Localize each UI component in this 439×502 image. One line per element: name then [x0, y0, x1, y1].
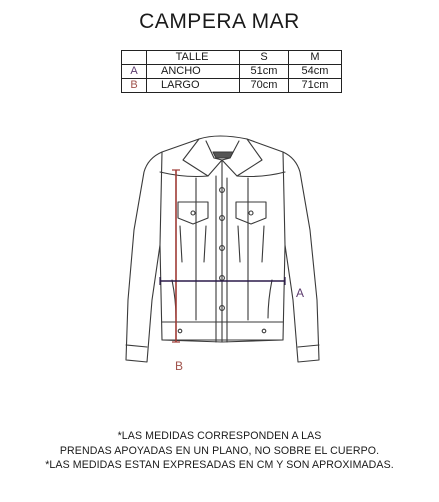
row-ancho-s: 51cm — [240, 65, 289, 79]
table-header-letter — [122, 51, 147, 65]
note-line-1: *LAS MEDIDAS CORRESPONDEN A LAS — [117, 430, 322, 442]
table-row — [122, 79, 342, 93]
measurement-notes — [0, 429, 439, 473]
row-name-largo: LARGO — [147, 79, 240, 93]
row-largo-s: 70cm — [240, 79, 289, 93]
chest-pocket-left — [178, 202, 208, 224]
product-title: CAMPERA MAR — [139, 10, 300, 33]
row-letter-b: B — [122, 79, 147, 93]
chest-pocket-right — [236, 202, 266, 224]
table-header-m: M — [289, 51, 342, 65]
table-header-s: S — [240, 51, 289, 65]
measurement-label-b: B — [175, 359, 184, 373]
measurement-label-a: A — [296, 286, 305, 300]
row-ancho-m: 54cm — [289, 65, 342, 79]
jacket-illustration — [120, 120, 340, 390]
note-line-3: *LAS MEDIDAS ESTAN EXPRESADAS EN CM Y SON APROXIMADAS. — [45, 459, 394, 471]
size-table — [121, 50, 342, 93]
table-row — [122, 65, 342, 79]
table-header-row — [122, 51, 342, 65]
row-letter-a: A — [122, 65, 147, 79]
row-name-ancho: ANCHO — [147, 65, 240, 79]
table-header-talle: TALLE — [147, 51, 240, 65]
note-line-2: PRENDAS APOYADAS EN UN PLANO, NO SOBRE EL CUERPO. — [59, 444, 380, 457]
row-largo-m: 71cm — [289, 79, 342, 93]
